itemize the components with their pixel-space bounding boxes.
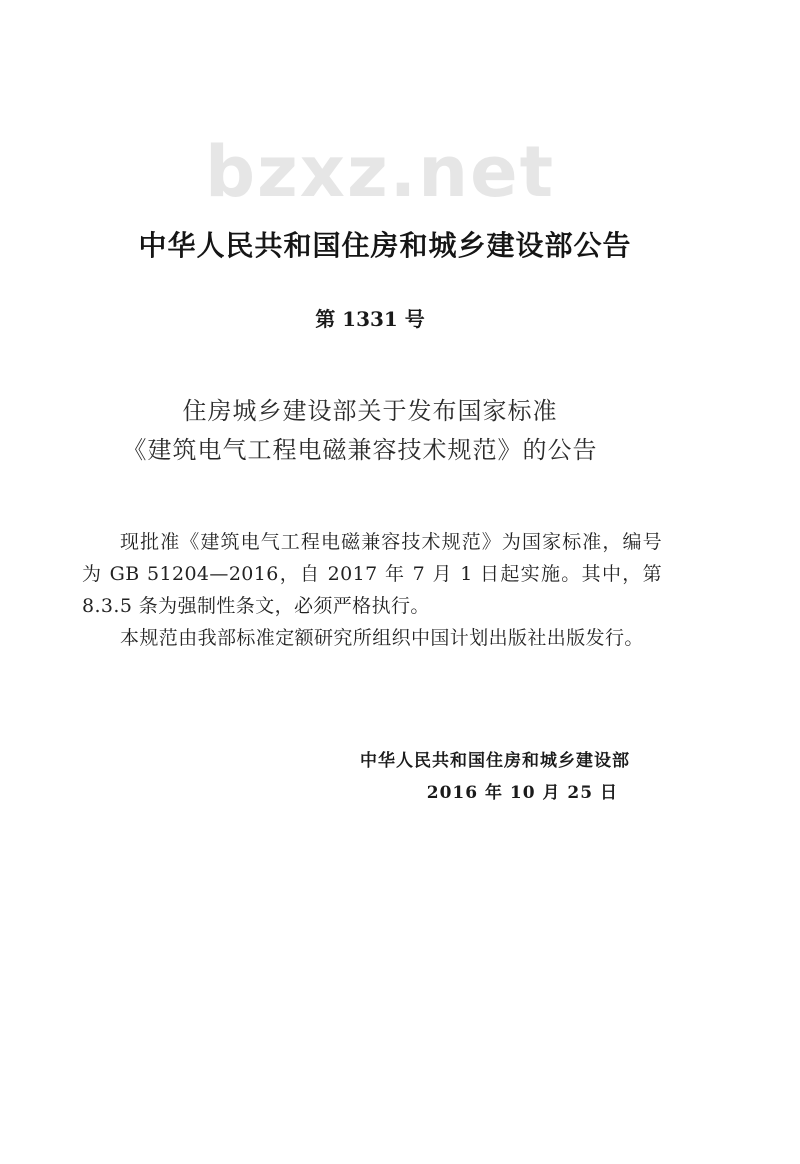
body-paragraph-1 [82,526,662,622]
subtitle-line-1: 住房城乡建设部关于发布国家标准 [182,397,558,425]
announcement-title-text: 中华人民共和国住房和城乡建设部公告 [138,229,632,262]
body-paragraph-1-text: 现批准《建筑电气工程电磁兼容技术规范》为国家标准，编号为 GB 51204—2016，自 2017 年 7 月 1 日起实施。其中，第 8.3.5 条为强制性条文，必须严格执行。 [82,531,662,617]
body-paragraph-2 [82,622,662,654]
watermark-logo: bzxz.net [204,131,556,213]
body-paragraph-2-text: 本规范由我部标准定额研究所组织中国计划出版社出版发行。 [120,627,644,649]
announcement-title [0,226,800,266]
issue-date: 2016 年 10 月 25 日 [426,783,618,803]
issuing-authority: 中华人民共和国住房和城乡建设部 [360,751,630,771]
announcement-number: 第 1331 号 [315,307,425,331]
subtitle-line-2: 《建筑电气工程电磁兼容技术规范》的公告 [122,436,598,464]
